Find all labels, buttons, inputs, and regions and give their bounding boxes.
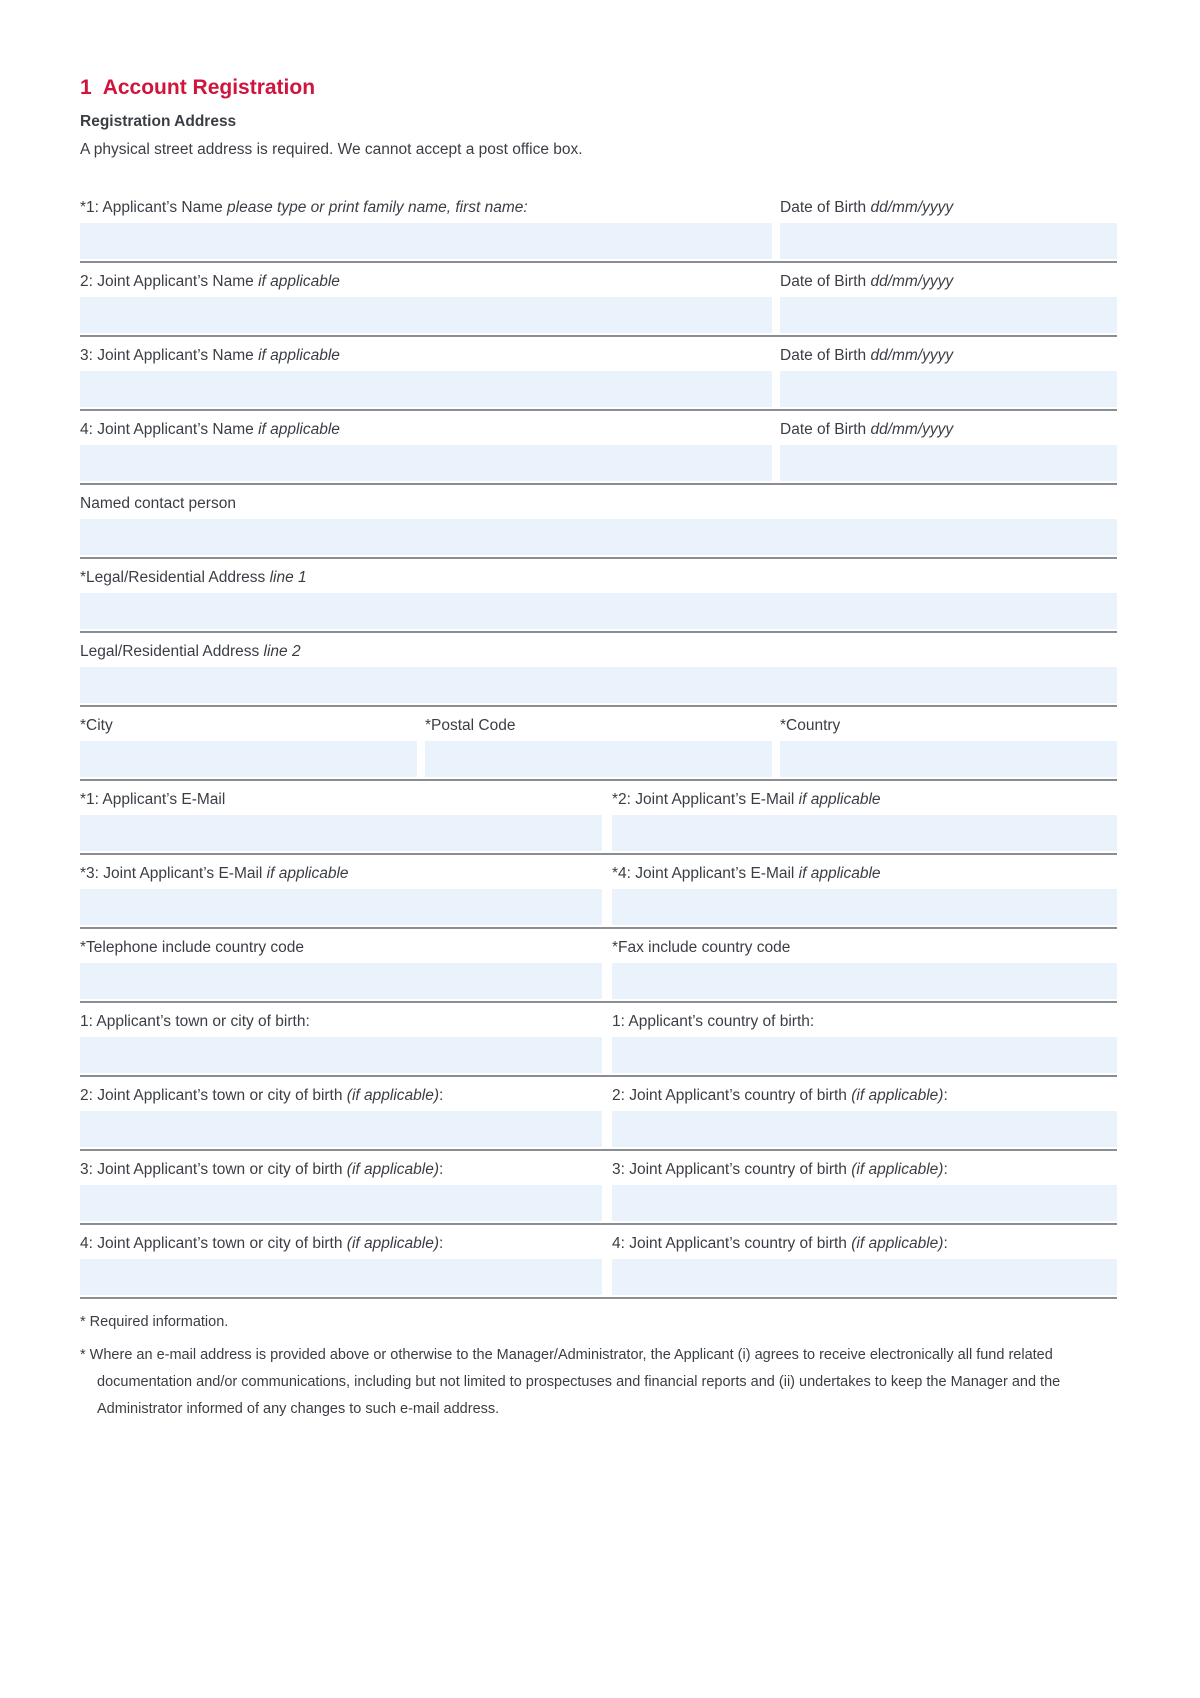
input-row	[80, 741, 1117, 781]
joint-applicant-4-birth-town-input[interactable]	[80, 1259, 602, 1295]
telephone-input[interactable]	[80, 963, 602, 999]
section-title: Account Registration	[102, 76, 316, 99]
address-line-1-label: *Legal/Residential Address line 1	[80, 569, 307, 586]
input-row	[80, 223, 1117, 263]
applicant-1-dob-label: Date of Birth dd/mm/yyyy	[780, 199, 954, 216]
fax-input[interactable]	[612, 963, 1117, 999]
joint-applicant-3-email-input[interactable]	[80, 889, 602, 925]
joint-applicant-4-dob-input[interactable]	[780, 445, 1117, 481]
intro-text: A physical street address is required. We cannot accept a post office box.	[80, 141, 583, 158]
city-label: *City	[80, 717, 113, 734]
joint-applicant-4-birth-town-label: 4: Joint Applicant’s town or city of birth (if applicable):	[80, 1235, 444, 1252]
input-row	[80, 297, 1117, 337]
applicant-1-name-label: *1: Applicant’s Name please type or print family name, first name:	[80, 199, 528, 216]
joint-applicant-2-email-label: *2: Joint Applicant’s E-Mail if applicable	[612, 791, 881, 808]
telephone-label: *Telephone include country code	[80, 939, 305, 956]
joint-applicant-3-birth-country-label: 3: Joint Applicant’s country of birth (if applicable):	[612, 1161, 948, 1178]
applicant-1-email-input[interactable]	[80, 815, 602, 851]
input-row	[80, 445, 1117, 485]
joint-applicant-4-email-label: *4: Joint Applicant’s E-Mail if applicable	[612, 865, 881, 882]
row-applicant-1-name	[80, 198, 1117, 263]
applicant-1-birth-country-label: 1: Applicant’s country of birth:	[612, 1013, 815, 1030]
joint-applicant-4-birth-country-label: 4: Joint Applicant’s country of birth (if applicable):	[612, 1235, 948, 1252]
row-email-1-2	[80, 790, 1117, 855]
input-row	[80, 519, 1117, 559]
applicant-1-email-label: *1: Applicant’s E-Mail	[80, 791, 226, 808]
joint-applicant-2-birth-town-input[interactable]	[80, 1111, 602, 1147]
postal-code-input[interactable]	[425, 741, 772, 777]
account-registration-section	[80, 76, 1117, 1423]
row-birth-joint-applicant-4	[80, 1234, 1117, 1299]
fax-label: *Fax include country code	[612, 939, 791, 956]
joint-applicant-4-name-label: 4: Joint Applicant’s Name if applicable	[80, 421, 340, 438]
joint-applicant-2-birth-town-label: 2: Joint Applicant’s town or city of birth (if applicable):	[80, 1087, 444, 1104]
section-number: 1	[80, 76, 92, 99]
joint-applicant-3-email-label: *3: Joint Applicant’s E-Mail if applicable	[80, 865, 349, 882]
joint-applicant-3-birth-town-input[interactable]	[80, 1185, 602, 1221]
joint-applicant-3-name-label: 3: Joint Applicant’s Name if applicable	[80, 347, 340, 364]
row-address-line-2	[80, 642, 1117, 707]
joint-applicant-3-birth-town-label: 3: Joint Applicant’s town or city of birth (if applicable):	[80, 1161, 444, 1178]
applicant-1-birth-town-label: 1: Applicant’s town or city of birth:	[80, 1013, 310, 1030]
address-line-2-input[interactable]	[80, 667, 1117, 703]
joint-applicant-3-dob-input[interactable]	[780, 371, 1117, 407]
input-row	[80, 1185, 1117, 1225]
row-birth-applicant-1	[80, 1012, 1117, 1077]
joint-applicant-2-dob-label: Date of Birth dd/mm/yyyy	[780, 273, 954, 290]
row-joint-applicant-2-name	[80, 272, 1117, 337]
city-input[interactable]	[80, 741, 417, 777]
required-information-footnote: * Required information.	[80, 1314, 229, 1330]
section-heading	[80, 76, 1117, 100]
email-consent-footnote: * Where an e-mail address is provided above or otherwise to the Manager/Administrator, the Applicant (i) agrees to receive electronically all fund related documentation and/or communications, including but not limited to prospectuses and financial reports and (ii) undertakes to keep the Manager and the Administrator informed of any changes to such e-mail address.	[80, 1347, 1061, 1417]
applicant-1-name-input[interactable]	[80, 223, 772, 259]
row-email-3-4	[80, 864, 1117, 929]
input-row	[80, 371, 1117, 411]
registration-address-subheading: Registration Address	[80, 113, 237, 130]
input-row	[80, 593, 1117, 633]
row-city-postal-country	[80, 716, 1117, 781]
joint-applicant-2-birth-country-input[interactable]	[612, 1111, 1117, 1147]
row-joint-applicant-4-name	[80, 420, 1117, 485]
joint-applicant-4-birth-country-input[interactable]	[612, 1259, 1117, 1295]
joint-applicant-3-name-input[interactable]	[80, 371, 772, 407]
country-label: *Country	[780, 717, 841, 734]
joint-applicant-4-name-input[interactable]	[80, 445, 772, 481]
row-named-contact-person	[80, 494, 1117, 559]
joint-applicant-3-birth-country-input[interactable]	[612, 1185, 1117, 1221]
postal-code-label: *Postal Code	[425, 717, 516, 734]
country-input[interactable]	[780, 741, 1117, 777]
joint-applicant-4-email-input[interactable]	[612, 889, 1117, 925]
named-contact-person-label: Named contact person	[80, 495, 236, 512]
joint-applicant-2-name-input[interactable]	[80, 297, 772, 333]
input-row	[80, 889, 1117, 929]
input-row	[80, 667, 1117, 707]
input-row	[80, 1259, 1117, 1299]
row-birth-joint-applicant-2	[80, 1086, 1117, 1151]
input-row	[80, 1111, 1117, 1151]
joint-applicant-2-name-label: 2: Joint Applicant’s Name if applicable	[80, 273, 340, 290]
input-row	[80, 1037, 1117, 1077]
joint-applicant-4-dob-label: Date of Birth dd/mm/yyyy	[780, 421, 954, 438]
row-birth-joint-applicant-3	[80, 1160, 1117, 1225]
joint-applicant-2-birth-country-label: 2: Joint Applicant’s country of birth (if applicable):	[612, 1087, 948, 1104]
applicant-1-birth-town-input[interactable]	[80, 1037, 602, 1073]
applicant-1-birth-country-input[interactable]	[612, 1037, 1117, 1073]
named-contact-person-input[interactable]	[80, 519, 1117, 555]
address-line-1-input[interactable]	[80, 593, 1117, 629]
row-telephone-fax	[80, 938, 1117, 1003]
joint-applicant-2-dob-input[interactable]	[780, 297, 1117, 333]
joint-applicant-2-email-input[interactable]	[612, 815, 1117, 851]
input-row	[80, 963, 1117, 1003]
row-address-line-1	[80, 568, 1117, 633]
applicant-1-dob-input[interactable]	[780, 223, 1117, 259]
row-joint-applicant-3-name	[80, 346, 1117, 411]
input-row	[80, 815, 1117, 855]
joint-applicant-3-dob-label: Date of Birth dd/mm/yyyy	[780, 347, 954, 364]
address-line-2-label: Legal/Residential Address line 2	[80, 643, 301, 660]
